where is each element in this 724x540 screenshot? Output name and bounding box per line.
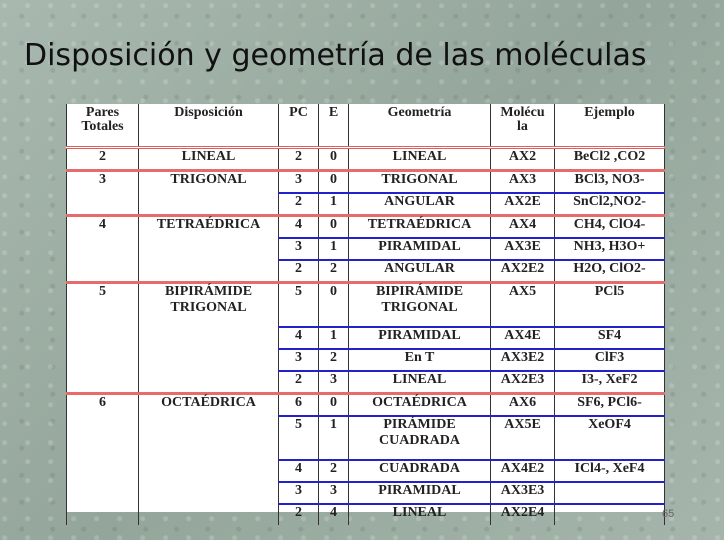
cell-pares-empty (67, 260, 139, 283)
header-pares-line1: Pares (85, 105, 120, 120)
cell-e: 0 (319, 148, 349, 171)
cell-pares-empty (67, 482, 139, 504)
cell-pares-empty (67, 327, 139, 349)
cell-geometria: PIRAMIDAL (349, 238, 491, 260)
cell-disposicion: TRIGONAL (139, 171, 279, 194)
cell-pares-empty (67, 460, 139, 482)
cell-molecula: AX5 (491, 283, 555, 328)
table-row (67, 238, 665, 260)
cell-pc: 4 (279, 460, 319, 482)
cell-ejemplo: SF6, PCl6- (555, 394, 665, 417)
cell-geometria: LINEAL (349, 371, 491, 394)
cell-pc: 3 (279, 349, 319, 371)
cell-e: 1 (319, 193, 349, 216)
cell-ejemplo: XeOF4 (555, 416, 665, 460)
cell-disposicion-empty (139, 193, 279, 216)
cell-ejemplo: ICl4-, XeF4 (555, 460, 665, 482)
cell-e: 0 (319, 171, 349, 194)
cell-molecula: AX3 (491, 171, 555, 194)
cell-molecula: AX5E (491, 416, 555, 460)
cell-disposicion-empty (139, 416, 279, 460)
cell-molecula: AX2E3 (491, 371, 555, 394)
cell-disposicion-empty (139, 260, 279, 283)
cell-pares-empty (67, 371, 139, 394)
page-number: 65 (662, 508, 675, 520)
header-disposicion: Disposición (139, 104, 279, 148)
cell-molecula: AX4E (491, 327, 555, 349)
cell-pares: 3 (67, 171, 139, 194)
table-row (67, 416, 665, 460)
cell-e: 3 (319, 371, 349, 394)
table-row (67, 460, 665, 482)
cell-e: 2 (319, 460, 349, 482)
cell-disposicion: BIPIRÁMIDE TRIGONAL (139, 283, 279, 328)
table-row (67, 504, 665, 525)
cell-ejemplo: ClF3 (555, 349, 665, 371)
cell-e: 0 (319, 394, 349, 417)
cell-molecula: AX2E2 (491, 260, 555, 283)
cell-pares: 6 (67, 394, 139, 417)
cell-disposicion-empty (139, 238, 279, 260)
cell-pc: 4 (279, 216, 319, 239)
cell-pc: 2 (279, 371, 319, 394)
cell-disposicion-empty (139, 327, 279, 349)
cell-ejemplo: CH4, ClO4- (555, 216, 665, 239)
cell-molecula: AX3E (491, 238, 555, 260)
cell-disposicion: OCTAÉDRICA (139, 394, 279, 417)
cell-disposicion-empty (139, 460, 279, 482)
cell-pc: 2 (279, 504, 319, 525)
cell-ejemplo: I3-, XeF2 (555, 371, 665, 394)
table-row (67, 216, 665, 239)
cell-pc: 4 (279, 327, 319, 349)
header-ejemplo: Ejemplo (555, 104, 665, 148)
header-molecula-line1: Molécu (500, 105, 545, 120)
cell-pc: 3 (279, 482, 319, 504)
cell-molecula: AX2 (491, 148, 555, 171)
cell-geometria: LINEAL (349, 504, 491, 525)
cell-disposicion-empty (139, 371, 279, 394)
cell-ejemplo: BCl3, NO3- (555, 171, 665, 194)
cell-molecula: AX2E (491, 193, 555, 216)
header-e: E (319, 104, 349, 148)
cell-molecula: AX4E2 (491, 460, 555, 482)
molecular-geometry-table (66, 104, 664, 520)
cell-molecula: AX4 (491, 216, 555, 239)
cell-pc: 3 (279, 171, 319, 194)
table-row (67, 260, 665, 283)
cell-e: 2 (319, 349, 349, 371)
cell-ejemplo: PCl5 (555, 283, 665, 328)
cell-ejemplo: SnCl2,NO2- (555, 193, 665, 216)
header-pares-line2: Totales (81, 119, 124, 134)
cell-geometria: PIRAMIDAL (349, 327, 491, 349)
cell-geometria: CUADRADA (349, 460, 491, 482)
cell-pares-empty (67, 416, 139, 460)
cell-disposicion-empty (139, 504, 279, 525)
header-pc: PC (279, 104, 319, 148)
cell-disposicion: TETRAÉDRICA (139, 216, 279, 239)
cell-pc: 5 (279, 416, 319, 460)
cell-e: 4 (319, 504, 349, 525)
cell-disposicion-empty (139, 349, 279, 371)
cell-molecula: AX2E4 (491, 504, 555, 525)
header-pares (67, 104, 139, 148)
cell-geometria: LINEAL (349, 148, 491, 171)
cell-pc: 2 (279, 260, 319, 283)
table-row (67, 283, 665, 328)
header-molecula (491, 104, 555, 148)
cell-ejemplo: H2O, ClO2- (555, 260, 665, 283)
cell-molecula: AX6 (491, 394, 555, 417)
cell-pares: 5 (67, 283, 139, 328)
cell-e: 0 (319, 216, 349, 239)
cell-ejemplo: SF4 (555, 327, 665, 349)
cell-geometria: PIRÁMIDE CUADRADA (349, 416, 491, 460)
table-row (67, 193, 665, 216)
table-row (67, 482, 665, 504)
table-row (67, 327, 665, 349)
cell-ejemplo (555, 482, 665, 504)
cell-e: 1 (319, 416, 349, 460)
cell-geometria: PIRAMIDAL (349, 482, 491, 504)
table-row (67, 371, 665, 394)
cell-e: 1 (319, 327, 349, 349)
cell-pc: 6 (279, 394, 319, 417)
cell-molecula: AX3E3 (491, 482, 555, 504)
cell-geometria: TRIGONAL (349, 171, 491, 194)
cell-molecula: AX3E2 (491, 349, 555, 371)
cell-pares: 2 (67, 148, 139, 171)
cell-pc: 5 (279, 283, 319, 328)
cell-e: 3 (319, 482, 349, 504)
cell-disposicion: LINEAL (139, 148, 279, 171)
table-row (67, 148, 665, 171)
cell-geometria: BIPIRÁMIDE TRIGONAL (349, 283, 491, 328)
cell-disposicion-empty (139, 482, 279, 504)
cell-pares-empty (67, 349, 139, 371)
cell-pc: 3 (279, 238, 319, 260)
cell-e: 2 (319, 260, 349, 283)
cell-pares-empty (67, 193, 139, 216)
cell-geometria: TETRAÉDRICA (349, 216, 491, 239)
cell-pc: 2 (279, 193, 319, 216)
header-geometria: Geometría (349, 104, 491, 148)
header-molecula-line2: la (517, 119, 528, 134)
cell-geometria: ANGULAR (349, 193, 491, 216)
table-row (67, 394, 665, 417)
cell-e: 0 (319, 283, 349, 328)
table-row (67, 171, 665, 194)
cell-geometria: ANGULAR (349, 260, 491, 283)
cell-pc: 2 (279, 148, 319, 171)
cell-geometria: OCTAÉDRICA (349, 394, 491, 417)
table-header-row (67, 104, 665, 148)
cell-pares-empty (67, 238, 139, 260)
cell-ejemplo: BeCl2 ,CO2 (555, 148, 665, 171)
slide-title: Disposición y geometría de las moléculas (24, 38, 647, 73)
cell-pares-empty (67, 504, 139, 525)
cell-geometria: En T (349, 349, 491, 371)
cell-pares: 4 (67, 216, 139, 239)
cell-e: 1 (319, 238, 349, 260)
cell-ejemplo: NH3, H3O+ (555, 238, 665, 260)
cell-ejemplo (555, 504, 665, 525)
table-row (67, 349, 665, 371)
